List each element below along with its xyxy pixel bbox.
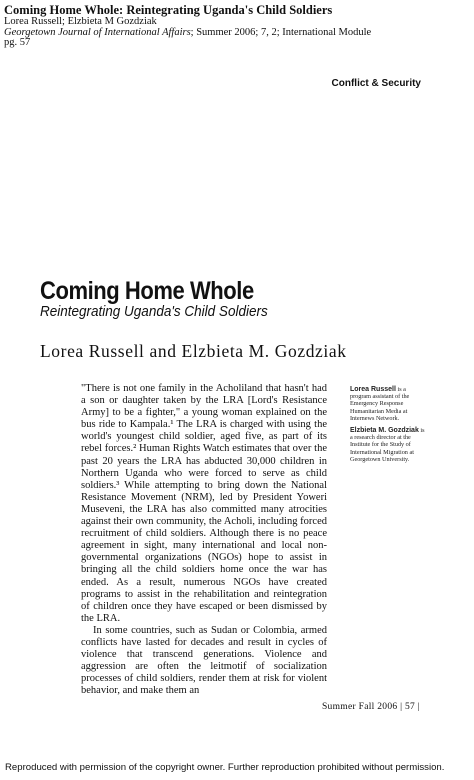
author-bio-text: is a research director at the Institute for the Study of International Migration at Georgetown University. [350,427,425,463]
citation-details: ; Summer 2006; 7, 2; International Module [190,26,372,38]
body-paragraph: "There is not one family in the Acholiland that hasn't had a son or daughter taken by the LRA [Lord's Resistance Army] to be a fighter," a young woman explained on the bus ride to Kampala.¹ The LRA is charged with using the world's youngest child soldier, aged five, as part of its rebel forces.² Human Rights Watch estimates that over the past 20 years the LRA has abducted 30,000 children in Northern Uganda who were forced to serve as child soldiers.³ While attempting to bring down the National Resistance Movement (NRM), led by President Yoweri Museveni, the LRA has also committed many atrocities against their own community, the Acholi, including forced recruitment of child soldiers. Although there is no peace agreement in sight, many international and local non-governmental organizations (NGOs) hope to assist in bringing all the child soldiers home once the war has ended. As a result, numerous NGOs have created programs to assist in the rehabilitation and reintegration of children once they have escaped or been dismissed by the LRA. [81,383,327,624]
citation-page: pg. 57 [4,37,31,48]
author-bio-text: is a program assistant of the Emergency Response Humanitarian Media at Internews Network. [350,386,410,422]
citation-header [4,3,371,49]
article-title: Coming Home Whole [40,277,254,305]
article-body [81,383,327,697]
author-bios [350,386,428,468]
author-bio-name: Elzbieta M. Gozdziak [350,427,419,435]
copyright-notice: Reproduced with permission of the copyright owner. Further reproduction prohibited without permission. [5,762,445,773]
citation-title: Coming Home Whole: Reintegrating Uganda's Child Soldiers [4,3,333,17]
author-bio-name: Lorea Russell [350,386,396,393]
page-footer: Summer Fall 2006 | 57 | [321,702,420,712]
article-subtitle: Reintegrating Uganda's Child Soldiers [40,303,268,320]
citation-journal: Georgetown Journal of International Affairs [4,26,191,38]
author-bio [350,427,428,463]
section-label: Conflict & Security [331,78,421,89]
article-authors: Lorea Russell and Elzbieta M. Gozdziak [40,341,347,361]
author-bio [350,386,428,422]
body-paragraph: In some countries, such as Sudan or Colombia, armed conflicts have lasted for decades and result in cycles of violence that transcend generations. Violence and aggression are often the leitmotif of socialization processes of child soldiers, render them at risk for violent behavior, and make them an [81,624,327,697]
citation-source [4,28,371,39]
citation-authors: Lorea Russell; Elzbieta M Gozdziak [4,16,157,27]
